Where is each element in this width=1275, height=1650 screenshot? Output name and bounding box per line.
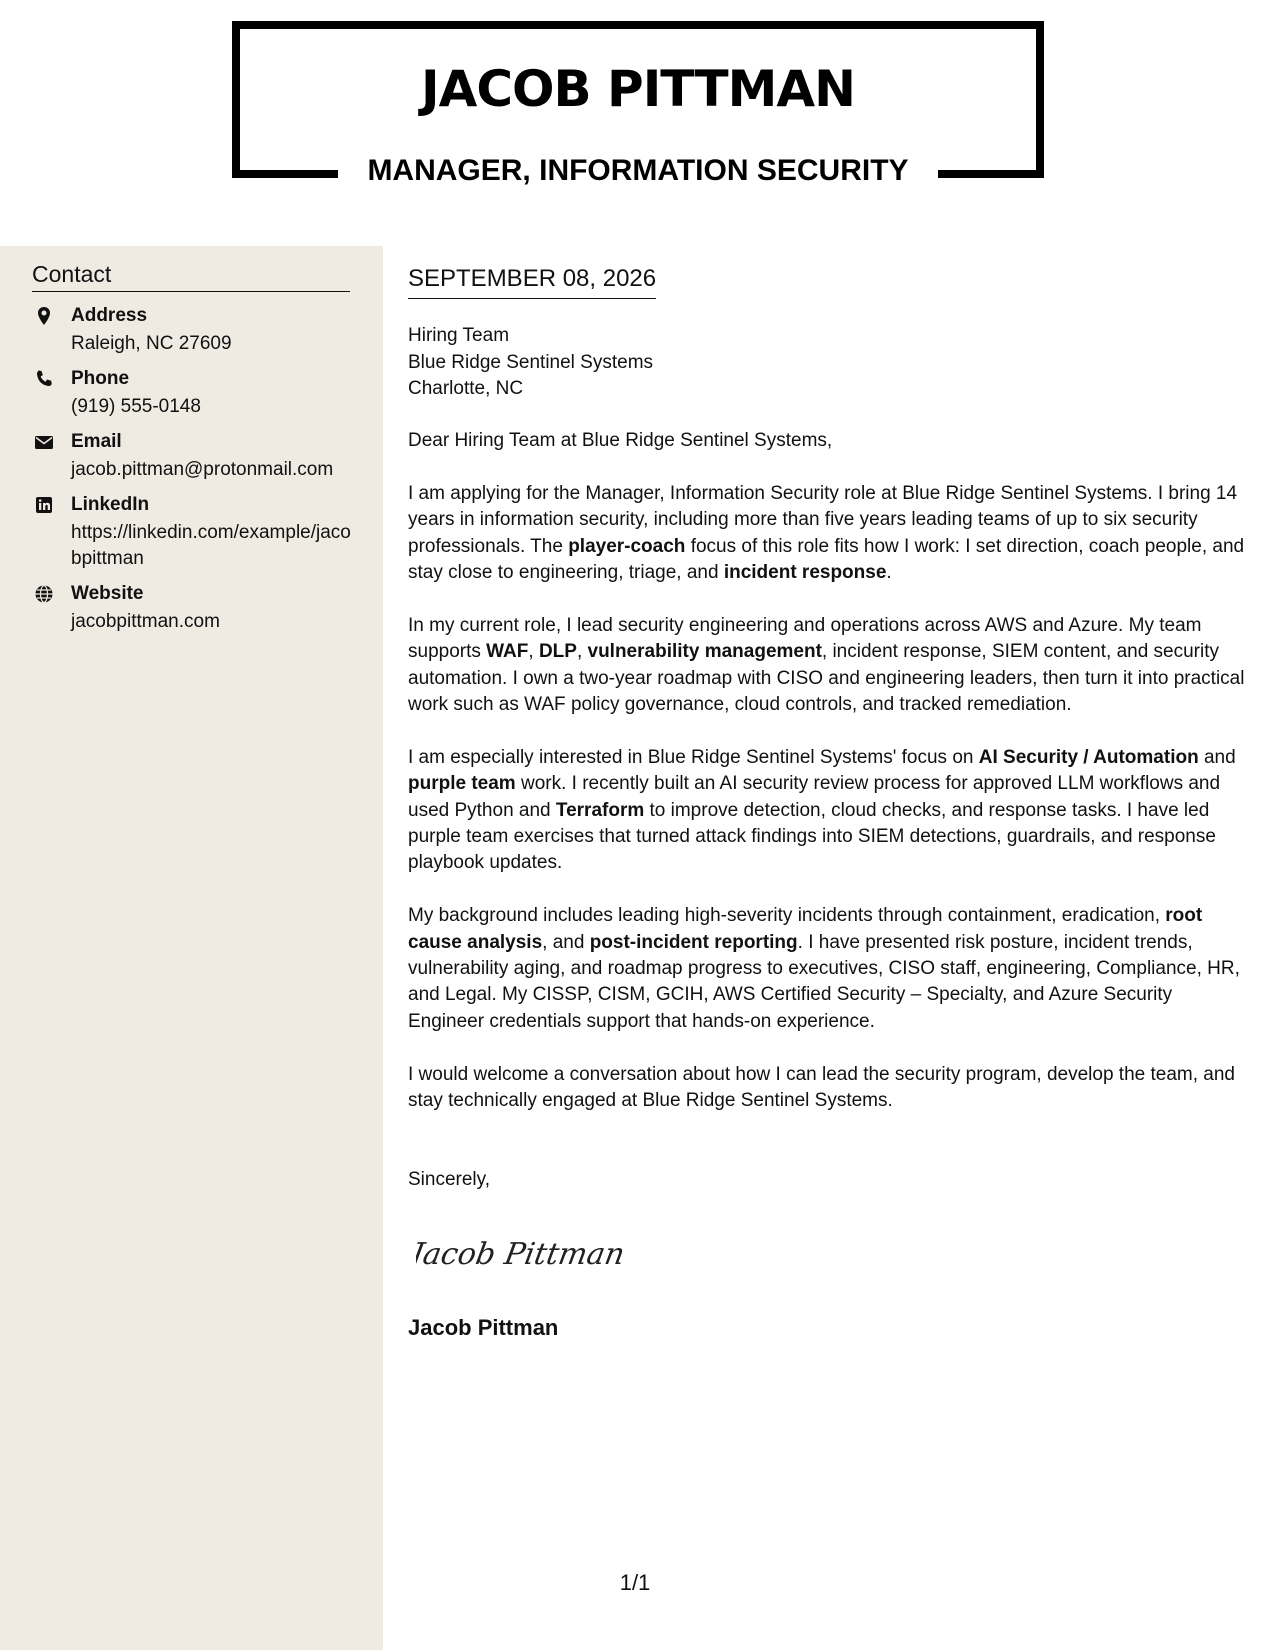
contact-label: LinkedIn [71, 494, 150, 515]
handwritten-signature [416, 1228, 656, 1285]
paragraph-text: to improve detection, cloud checks, and response tasks. I have led purple team exercises that turned attack findings into SIEM detections, guardrails, and response playbook updates. [408, 799, 1216, 874]
paragraph-text: I would welcome a conversation about how I can lead the security program, develop the team, and stay technically engaged at Blue Ridge Sentinel Systems. [408, 1063, 1235, 1112]
job-title: MANAGER, INFORMATION SECURITY [367, 154, 909, 187]
page-number: 1/1 [619, 1570, 651, 1595]
paragraph-text: focus of this role fits how I work: I set direction, coach people, and stay close to engineering, triage, and [408, 535, 1245, 584]
recipient-line: Charlotte, NC [408, 378, 524, 399]
candidate-name: JACOB PITTMAN [421, 60, 855, 118]
paragraph-text: , and [542, 931, 590, 953]
bold-keyword: purple team [408, 773, 516, 795]
bold-keyword: vulnerability management [587, 641, 822, 663]
paragraph-text: and [1198, 746, 1236, 768]
recipient-line: Blue Ridge Sentinel Systems [408, 351, 654, 373]
paragraph-text: , [576, 641, 588, 663]
letter-date: SEPTEMBER 08, 2026 [408, 265, 656, 299]
bold-keyword: Terraform [555, 799, 645, 821]
linkedin-icon [34, 495, 54, 515]
recipient-line: Hiring Team [408, 325, 510, 346]
bold-keyword: post-incident reporting [589, 931, 798, 953]
contact-value[interactable]: jacobpittman.com [71, 611, 220, 632]
paragraph-text: , incident response, SIEM content, and security automation. I own a two-year roadmap with CISO and engineering leaders, then turn it into practical work such as WAF policy governance, cloud controls, and tracked remediation. [408, 641, 1245, 716]
location-pin-icon [34, 306, 54, 326]
closing: Sincerely, [408, 1169, 491, 1190]
paragraph-text: I am especially interested in Blue Ridge Sentinel Systems' focus on [408, 746, 979, 768]
letter-paragraph [408, 481, 1253, 587]
phone-icon [34, 369, 54, 389]
bold-keyword: DLP [538, 641, 577, 663]
contact-label: Address [71, 305, 148, 326]
contact-value: Raleigh, NC 27609 [71, 333, 232, 354]
bold-keyword: AI Security / Automation [978, 746, 1199, 768]
paragraph-text: , [528, 641, 539, 663]
bold-keyword: incident response [723, 562, 887, 584]
contact-value[interactable]: https://linkedin.com/example/jacobpittman [71, 522, 351, 569]
envelope-icon [34, 432, 54, 452]
paragraph-text: In my current role, I lead security engineering and operations across AWS and Azure. My team supports [408, 614, 1202, 663]
bold-keyword: player-coach [568, 535, 686, 557]
letter-paragraph [408, 613, 1253, 719]
signer-name: Jacob Pittman [408, 1315, 559, 1340]
contact-label: Website [71, 583, 144, 604]
letter-paragraph [408, 745, 1253, 877]
letter-paragraphs [408, 481, 1253, 1115]
globe-icon [34, 584, 54, 604]
bold-keyword: root cause analysis [408, 905, 1203, 953]
bold-keyword: WAF [486, 641, 529, 663]
signature-text: Jacob Pittman [416, 1237, 628, 1272]
paragraph-text: . [886, 562, 892, 584]
contact-value: jacob.pittman@protonmail.com [71, 459, 334, 480]
contact-value: (919) 555-0148 [71, 396, 201, 417]
recipient-block [408, 323, 653, 403]
contact-heading: Contact [32, 261, 350, 292]
paragraph-text: My background includes leading high-severity incidents through containment, eradication, [408, 905, 1166, 927]
paragraph-text: I am applying for the Manager, Information Security role at Blue Ridge Sentinel Systems. I bring 14 years in information security, including more than five years leading teams of up to six security professionals. The [408, 482, 1238, 557]
letter-paragraph [408, 1062, 1253, 1115]
letter-body [408, 428, 1253, 1141]
contact-label: Email [71, 431, 122, 452]
letter-paragraph [408, 903, 1253, 1035]
contact-label: Phone [71, 368, 130, 389]
salutation: Dear Hiring Team at Blue Ridge Sentinel Systems, [408, 430, 833, 451]
paragraph-text: . I have presented risk posture, incident trends, vulnerability aging, and roadmap progress to executives, CISO staff, engineering, Compliance, HR, and Legal. My CISSP, CISM, GCIH, AWS Certified Security – Specialty, and Azure Security Engineer credentials support that hands-on experience. [408, 931, 1240, 1032]
paragraph-text: work. I recently built an AI security review process for approved LLM workflows and used Python and [408, 773, 1221, 821]
